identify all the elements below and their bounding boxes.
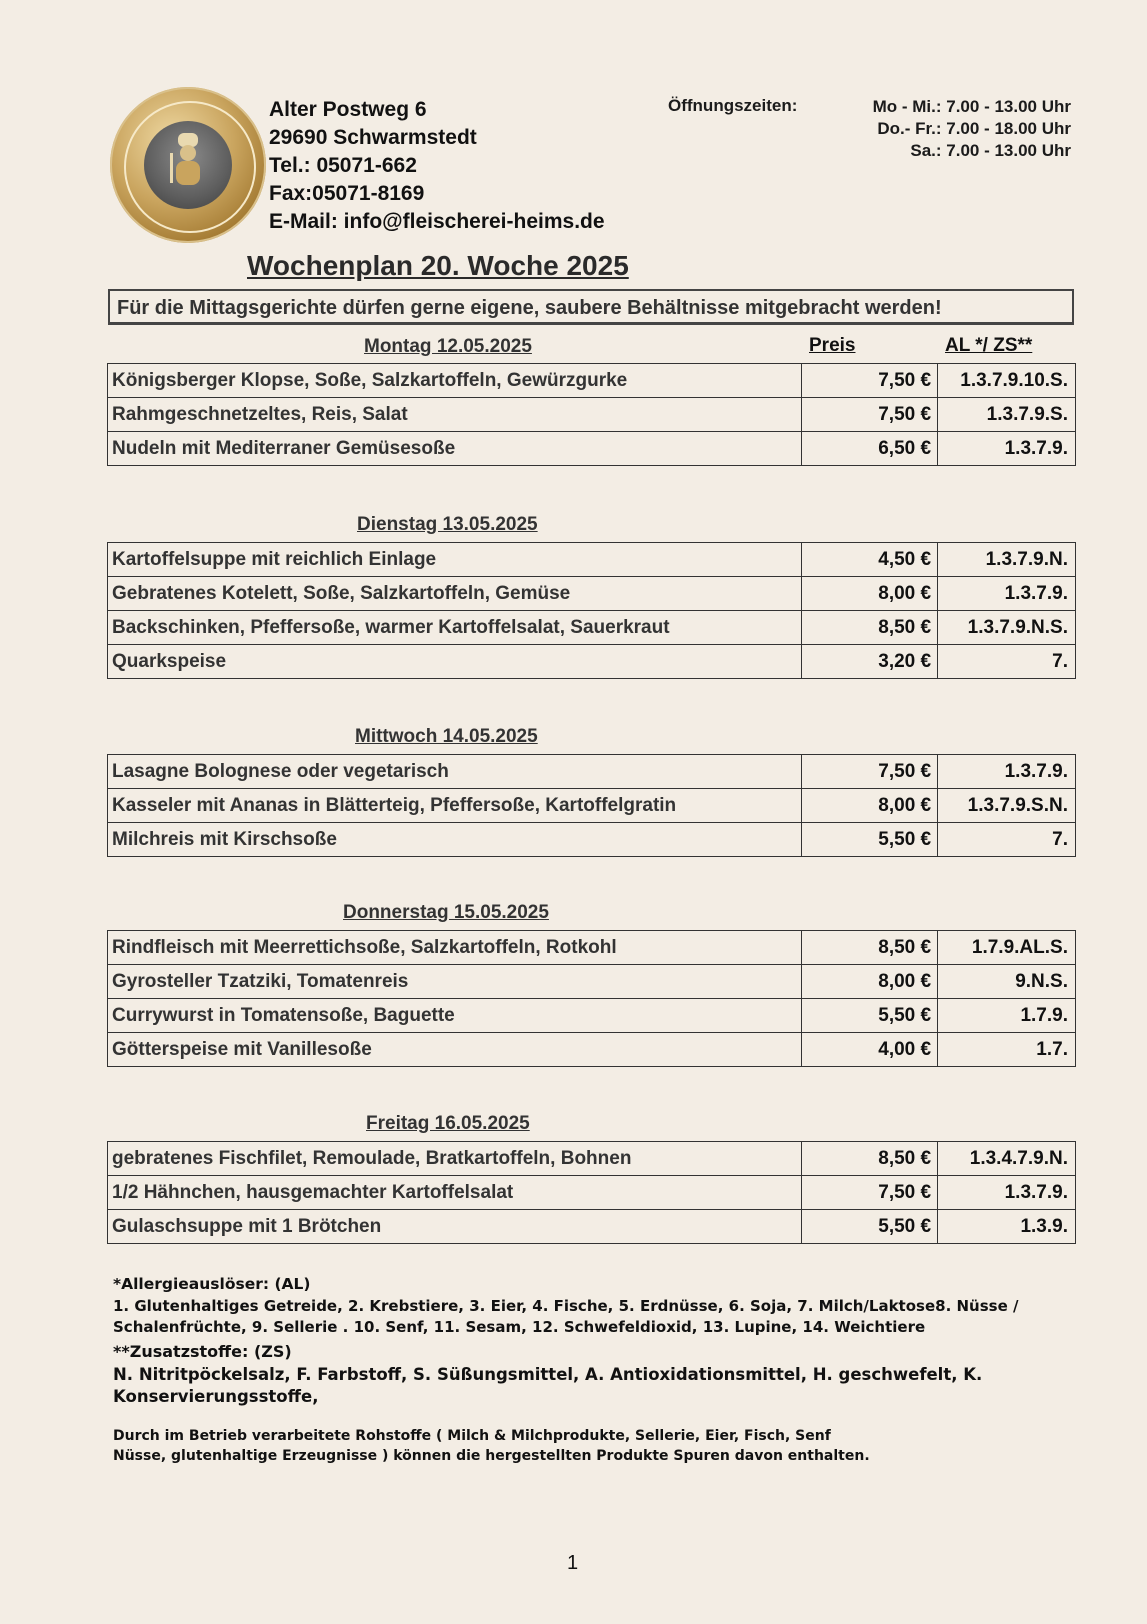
hours-line: Do.- Fr.: 7.00 - 18.00 Uhr [877,119,1071,138]
day-heading-tuesday: Dienstag 13.05.2025 [357,514,538,535]
table-row [108,999,1076,1033]
day-heading-wednesday: Mittwoch 14.05.2025 [355,726,538,747]
dish-price: 7,50 € [802,1176,938,1210]
dish-price: 8,50 € [802,931,938,965]
dish-price: 3,20 € [802,645,938,679]
table-row [108,645,1076,679]
dish-allergens: 1.7.9. [938,999,1076,1033]
dish-allergens: 1.3.7.9.S. [938,398,1076,432]
trace-note-line: Durch im Betrieb verarbeitete Rohstoffe ( Milch & Milchprodukte, Sellerie, Eier, Fisch, Senf [113,1428,831,1444]
table-row [108,755,1076,789]
address-block [269,96,605,236]
dish-allergens: 9.N.S. [938,965,1076,999]
menu-table-wednesday [107,754,1076,857]
dish-price: 5,50 € [802,999,938,1033]
dish-name: 1/2 Hähnchen, hausgemachter Kartoffelsalat [108,1176,802,1210]
hours-line: Sa.: 7.00 - 13.00 Uhr [910,141,1071,160]
dish-price: 6,50 € [802,432,938,466]
table-row [108,364,1076,398]
dish-price: 8,00 € [802,577,938,611]
dish-allergens: 1.7. [938,1033,1076,1067]
allergen-legend-list: 1. Glutenhaltiges Getreide, 2. Krebstiere, 3. Eier, 4. Fische, 5. Erdnüsse, 6. Soja, 7. Milch/Laktose8. Nüsse / Schalenfrüchte, 9. Sellerie . 10. Senf, 11. Sesam, 12. Schwefeldioxid, 13. Lupine, 14. Weichtiere [113,1297,1019,1336]
dish-price: 5,50 € [802,823,938,857]
opening-hours [873,96,1071,162]
dish-allergens: 1.3.7.9. [938,1176,1076,1210]
table-row [108,823,1076,857]
dish-name: Currywurst in Tomatensoße, Baguette [108,999,802,1033]
address-street: Alter Postweg 6 [269,98,427,121]
table-row [108,577,1076,611]
dish-name: Gebratenes Kotelett, Soße, Salzkartoffeln, Gemüse [108,577,802,611]
address-phone: Tel.: 05071-662 [269,154,417,177]
menu-table-monday [107,363,1076,466]
dish-allergens: 1.7.9.AL.S. [938,931,1076,965]
dish-allergens: 1.3.7.9. [938,432,1076,466]
dish-name: Rahmgeschnetzeltes, Reis, Salat [108,398,802,432]
dish-price: 7,50 € [802,755,938,789]
dish-price: 4,50 € [802,543,938,577]
address-city: 29690 Schwarmstedt [269,126,477,149]
container-note: Für die Mittagsgerichte dürfen gerne eigene, saubere Behältnisse mitgebracht werden! [108,289,1074,325]
dish-name: Quarkspeise [108,645,802,679]
dish-price: 4,00 € [802,1033,938,1067]
dish-price: 8,00 € [802,965,938,999]
table-row [108,965,1076,999]
menu-table-thursday [107,930,1076,1067]
additive-legend-list: N. Nitritpöckelsalz, F. Farbstoff, S. Süßungsmittel, A. Antioxidationsmittel, H. geschwefelt, K. Konservierungsstoffe, [113,1365,983,1406]
dish-allergens: 1.3.7.9.10.S. [938,364,1076,398]
table-row [108,1033,1076,1067]
dish-name: Kartoffelsuppe mit reichlich Einlage [108,543,802,577]
table-row [108,398,1076,432]
dish-name: Backschinken, Pfeffersoße, warmer Kartoffelsalat, Sauerkraut [108,611,802,645]
table-row [108,931,1076,965]
address-email[interactable]: E-Mail: info@fleischerei-heims.de [269,210,605,233]
dish-price: 8,00 € [802,789,938,823]
dish-name: Lasagne Bolognese oder vegetarisch [108,755,802,789]
additive-legend-title: **Zusatzstoffe: (ZS) [113,1342,292,1361]
dish-price: 7,50 € [802,364,938,398]
table-row [108,789,1076,823]
table-row [108,543,1076,577]
dish-name: Kasseler mit Ananas in Blätterteig, Pfeffersoße, Kartoffelgratin [108,789,802,823]
dish-name: Nudeln mit Mediterraner Gemüsesoße [108,432,802,466]
table-row [108,611,1076,645]
trace-note [113,1426,1013,1466]
table-row [108,1210,1076,1244]
price-column-header: Preis [809,335,856,356]
dish-allergens: 1.3.4.7.9.N. [938,1142,1076,1176]
dish-name: Rindfleisch mit Meerrettichsoße, Salzkartoffeln, Rotkohl [108,931,802,965]
dish-allergens: 1.3.7.9. [938,755,1076,789]
dish-allergens: 1.3.7.9.S.N. [938,789,1076,823]
dish-price: 7,50 € [802,398,938,432]
allergen-column-header: AL */ ZS** [945,335,1033,356]
dish-allergens: 1.3.7.9.N.S. [938,611,1076,645]
chef-figure-icon [170,133,206,191]
opening-hours-label: Öffnungszeiten: [668,96,798,115]
hours-line: Mo - Mi.: 7.00 - 13.00 Uhr [872,97,1071,116]
day-heading-thursday: Donnerstag 15.05.2025 [343,902,549,923]
dish-allergens: 7. [938,823,1076,857]
table-row [108,1142,1076,1176]
dish-price: 8,50 € [802,611,938,645]
dish-allergens: 1.3.9. [938,1210,1076,1244]
dish-name: Gulaschsuppe mit 1 Brötchen [108,1210,802,1244]
dish-allergens: 1.3.7.9. [938,577,1076,611]
dish-name: Milchreis mit Kirschsoße [108,823,802,857]
dish-name: Gyrosteller Tzatziki, Tomatenreis [108,965,802,999]
page-title: Wochenplan 20. Woche 2025 [247,250,629,281]
page-number: 1 [567,1552,579,1574]
dish-name: Königsberger Klopse, Soße, Salzkartoffeln, Gewürzgurke [108,364,802,398]
day-heading-monday: Montag 12.05.2025 [364,336,532,357]
address-fax: Fax:05071-8169 [269,182,425,205]
table-row [108,432,1076,466]
dish-name: Götterspeise mit Vanillesoße [108,1033,802,1067]
dish-name: gebratenes Fischfilet, Remoulade, Bratkartoffeln, Bohnen [108,1142,802,1176]
dish-allergens: 1.3.7.9.N. [938,543,1076,577]
dish-price: 5,50 € [802,1210,938,1244]
allergen-legend-title: *Allergieauslöser: (AL) [113,1275,311,1293]
dish-allergens: 7. [938,645,1076,679]
day-heading-friday: Freitag 16.05.2025 [366,1113,530,1134]
table-row [108,1176,1076,1210]
menu-table-tuesday [107,542,1076,679]
menu-table-friday [107,1141,1076,1244]
trace-note-line: Nüsse, glutenhaltige Erzeugnisse ) können die hergestellten Produkte Spuren davon enthalten. [113,1448,870,1464]
company-logo [110,87,266,243]
dish-price: 8,50 € [802,1142,938,1176]
